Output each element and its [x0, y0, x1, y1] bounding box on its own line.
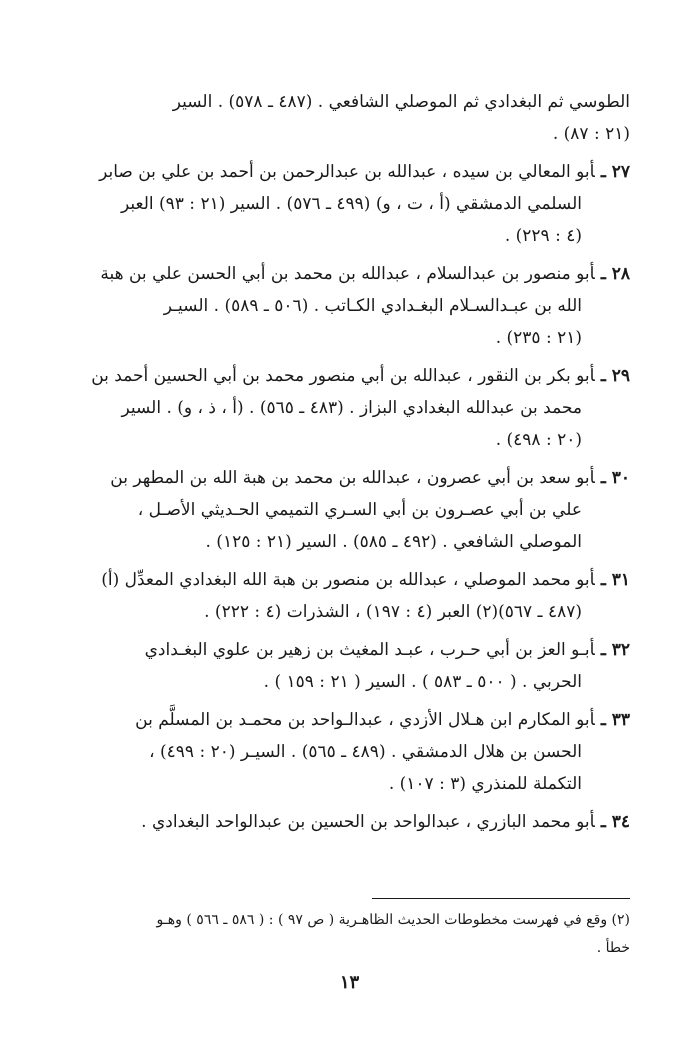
entry-line: أبو المكارم ابن هـلال الأزدي ، عبدالـواحد بن محمـد بن المسلَّم بن [135, 710, 595, 730]
entry-line: أبو محمد الموصلي ، عبدالله بن منصور بن هبة الله البغدادي المعدِّل (أ) [101, 570, 595, 590]
entry-line: أبو سعد بن أبي عصرون ، عبدالله بن محمد بن هبة الله بن المطهر بن [110, 468, 595, 488]
entry-line: (٢٠ : ٤٩٨) . [495, 430, 582, 450]
entry-line: الله بن عبـدالسـلام البغـدادي الكـاتب . (٥٠٦ ـ ٥٨٩) . السيـر [163, 296, 582, 316]
entry-number: ٢٧ ـ [600, 162, 630, 182]
list-item [70, 156, 630, 252]
entry-line: (٤٨٧ ـ ٥٦٧)(٢) العبر (٤ : ١٩٧) ، الشذرات (٤ : ٢٢٢) . [204, 602, 582, 622]
entry-line: الحسن بن هلال الدمشقي . (٤٨٩ ـ ٥٦٥) . السيـر (٢٠ : ٤٩٩) ، [149, 742, 582, 762]
list-item [70, 564, 630, 628]
list-item [70, 806, 630, 838]
entry-line: (٢١ : ٨٧) . [552, 124, 630, 144]
entry-line: التكملة للمنذري (٣ : ١٠٧) . [388, 774, 582, 794]
entry-line: أبو محمد البازري ، عبدالواحد بن الحسين بن عبدالواحد البغدادي . [141, 812, 595, 832]
entry-line: أبو بكر بن النقور ، عبدالله بن أبي منصور محمد بن أبي الحسين أحمد بن [91, 366, 595, 386]
entry-line: أبو منصور بن عبدالسلام ، عبدالله بن محمد بن أبي الحسن علي بن هبة [100, 264, 595, 284]
page-number: ١٣ [339, 972, 360, 993]
main-text [70, 86, 630, 844]
list-item [70, 704, 630, 800]
list-item [70, 462, 630, 558]
entry-number: ٢٨ ـ [600, 264, 630, 284]
entry-number: ٣٤ ـ [600, 812, 630, 832]
entry-number: ٣١ ـ [600, 570, 630, 590]
footnote-divider [372, 898, 630, 899]
entry-number: ٢٩ ـ [600, 366, 630, 386]
entry-line: (٤ : ٢٢٩) . [504, 226, 582, 246]
entry-line: الحربي . ( ٥٠٠ ـ ٥٨٣ ) . السير ( ٢١ : ١٥٩ ) . [263, 672, 582, 692]
footnote-line: خطأ . [596, 940, 630, 956]
entry-line: السلمي الدمشقي (أ ، ت ، و) (٤٩٩ ـ ٥٧٦) . السير (٢١ : ٩٣) العبر [120, 194, 582, 214]
entry-line: علي بن أبي عصـرون بن أبي السـري التميمي الحـديثي الأصـل ، [137, 500, 582, 520]
footnote-line: (٢) وقع في فهرست مخطوطات الحديث الظاهـرية ( ص ٩٧ ) : ( ٥٨٦ ـ ٥٦٦ ) وهـو [156, 912, 630, 928]
entry-line: أبـو العز بن أبي حـرب ، عبـد المغيث بن زهير بن علوي البغـدادي [144, 640, 595, 660]
entry-number: ٣٠ ـ [600, 468, 630, 488]
entry-line: الموصلي الشافعي . (٤٩٢ ـ ٥٨٥) . السير (٢١ : ١٢٥) . [205, 532, 582, 552]
entry-line: الطوسي ثم البغدادي ثم الموصلي الشافعي . (٤٨٧ ـ ٥٧٨) . السير [172, 92, 630, 112]
entry-number: ٣٢ ـ [600, 640, 630, 660]
list-item [70, 634, 630, 698]
entry-line: محمد بن عبدالله البغدادي البزاز . (٤٨٣ ـ ٥٦٥) . (أ ، ذ ، و) . السير [121, 398, 582, 418]
entry-line: (٢١ : ٢٣٥) . [495, 328, 582, 348]
footnote [110, 906, 630, 962]
entry-line: أبو المعالي بن سيده ، عبدالله بن عبدالرحمن بن أحمد بن علي بن صابر [99, 162, 595, 182]
entry-number: ٣٣ ـ [600, 710, 630, 730]
list-item [70, 360, 630, 456]
list-item [70, 258, 630, 354]
list-item [70, 86, 630, 150]
